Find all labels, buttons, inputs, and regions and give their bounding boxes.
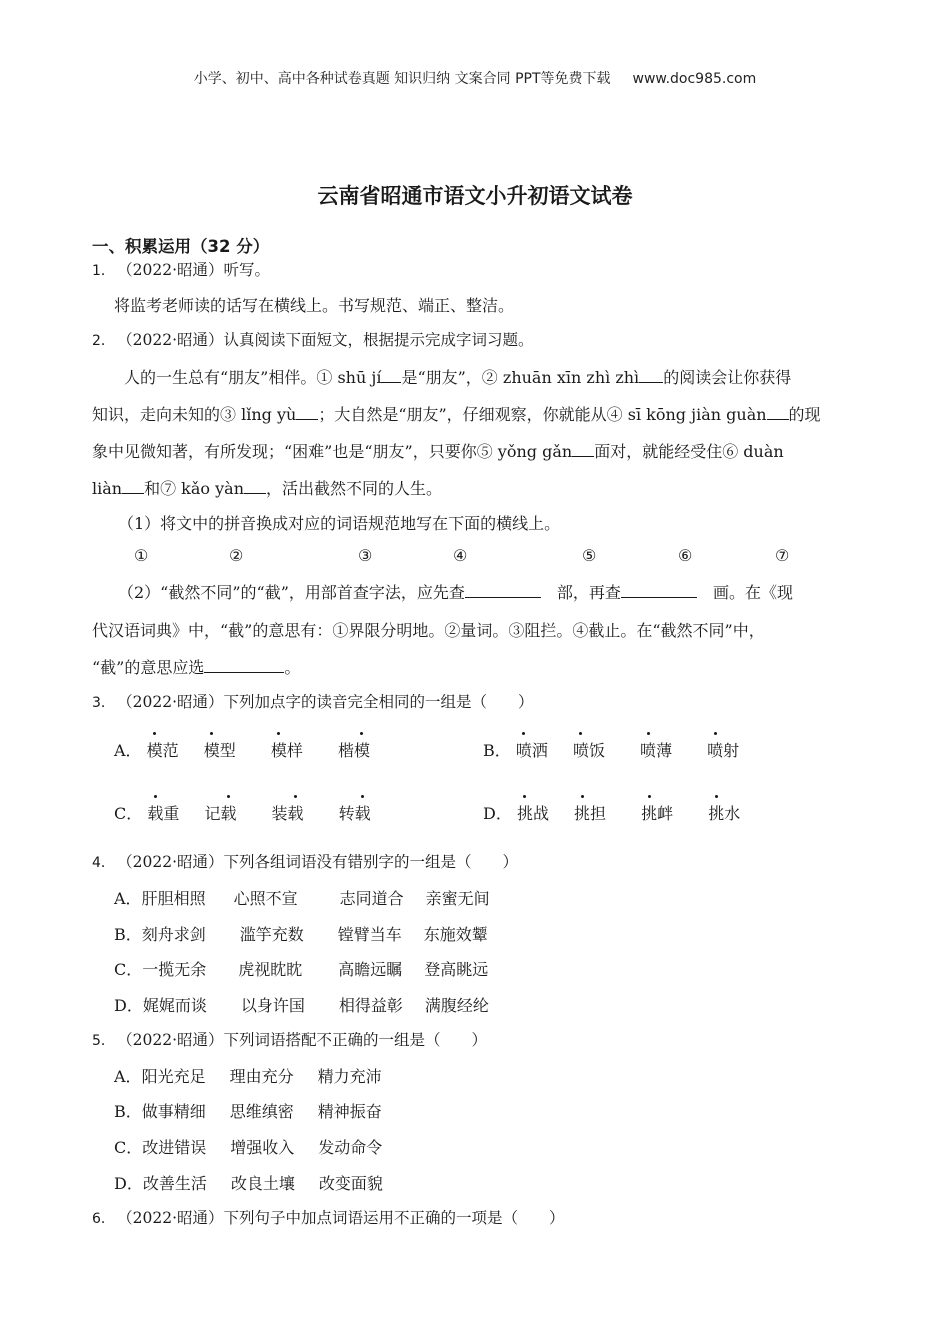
option-a[interactable]	[114, 1064, 382, 1087]
word-char: 薄	[656, 741, 673, 760]
option-c[interactable]	[114, 957, 488, 980]
answer-mark-3: ③	[358, 546, 373, 565]
word-char: 记	[204, 804, 221, 823]
passage-text: 是“朋友”，② zhuān xīn zhì zhì	[401, 368, 640, 387]
passage-line-4	[92, 476, 442, 499]
option-label: C．	[114, 960, 143, 979]
option-label: C．	[114, 804, 143, 823]
dotted-char: 模	[204, 738, 220, 761]
word-char: 洒	[531, 741, 548, 760]
option-b[interactable]	[483, 738, 739, 761]
word-char: 楷	[337, 741, 354, 760]
option-word	[516, 738, 568, 761]
dotted-char: 挑	[708, 801, 724, 824]
option-word: 娓娓而谈	[142, 996, 207, 1015]
option-label: B．	[114, 1102, 142, 1121]
answer-blank-2[interactable]	[639, 368, 663, 383]
sub-question-2-line-3	[92, 655, 300, 678]
option-word	[271, 738, 333, 761]
option-word: 满腹经纶	[424, 996, 489, 1015]
page-header	[0, 68, 950, 88]
answer-mark-5: ⑤	[582, 546, 597, 565]
option-d[interactable]	[114, 993, 489, 1016]
word-char: 装	[271, 804, 288, 823]
option-word: 东施效颦	[423, 925, 488, 944]
sub-question-text: （2）“截然不同”的“截”，用部首查字法，应先查	[118, 583, 465, 602]
option-word	[338, 741, 370, 760]
word-char: 担	[590, 804, 607, 823]
answer-blank-3[interactable]	[296, 405, 318, 420]
passage-text: ，活出截然不同的人生。	[266, 479, 443, 498]
sub-question-text: 部，再查	[556, 583, 621, 602]
option-c[interactable]	[114, 1135, 382, 1158]
passage-line-1	[124, 365, 791, 388]
dotted-char: 喷	[640, 738, 656, 761]
option-word: 理由充分	[229, 1067, 294, 1086]
answer-mark-7: ⑦	[775, 546, 790, 565]
dotted-char: 挑	[641, 801, 657, 824]
option-word	[339, 804, 371, 823]
option-word	[574, 801, 636, 824]
question-6	[92, 1206, 565, 1228]
option-word	[708, 804, 740, 823]
dotted-char: 载	[147, 801, 163, 824]
option-word: 改善生活	[142, 1174, 207, 1193]
option-word: 增强收入	[230, 1138, 295, 1157]
question-3	[92, 690, 534, 712]
dotted-char: 挑	[574, 801, 590, 824]
word-char: 衅	[657, 804, 674, 823]
word-char: 战	[532, 804, 549, 823]
question-stem: （2022·昭通）下列加点字的读音完全相同的一组是（ ）	[124, 693, 534, 711]
answer-blank-6[interactable]	[122, 479, 144, 494]
option-word: 高瞻远瞩	[338, 960, 403, 979]
passage-text: 知识，走向未知的③ lǐng yù	[92, 405, 297, 424]
passage-text: 面对，就能经受住⑥ duàn	[594, 442, 784, 461]
option-label: C．	[114, 1138, 143, 1157]
header-site[interactable]: www.doc985.com	[632, 71, 757, 87]
option-label: A．	[114, 889, 142, 908]
option-word	[517, 801, 569, 824]
sub-question-2-line-2: 代汉语词典》中，“截”的意思有：①界限分明地。②量词。③阻拦。④截止。在“截然不同”中，	[92, 621, 765, 640]
option-a[interactable]	[114, 738, 370, 761]
option-b[interactable]	[114, 922, 488, 945]
passage-text: liàn	[92, 479, 123, 498]
passage-text: 的现	[788, 405, 821, 424]
option-word: 志同道合	[339, 889, 404, 908]
dotted-char: 载	[288, 801, 304, 824]
passage-text: 和⑦ kǎo yàn	[144, 479, 245, 498]
sub-question-text: “截”的意思应选	[92, 658, 205, 677]
sub-question-text: 画。在《现	[712, 583, 793, 602]
passage-line-2	[92, 402, 821, 425]
question-stem: （2022·昭通）认真阅读下面短文，根据提示完成字词习题。	[124, 331, 534, 349]
meaning-blank[interactable]	[204, 658, 284, 673]
option-a[interactable]	[114, 886, 490, 909]
word-char: 样	[286, 741, 303, 760]
dotted-char: 模	[271, 738, 287, 761]
question-5	[92, 1028, 487, 1050]
stroke-blank[interactable]	[621, 583, 697, 598]
option-word: 相得益彰	[338, 996, 403, 1015]
answer-blank-7[interactable]	[244, 479, 266, 494]
option-b[interactable]	[114, 1099, 382, 1122]
option-c[interactable]	[114, 801, 371, 824]
exam-title: 云南省昭通市语文小升初语文试卷	[317, 184, 633, 208]
answer-mark-4: ④	[453, 546, 468, 565]
header-text: 小学、初中、高中各种试卷真题 知识归纳 文案合同 PPT等免费下载	[193, 71, 611, 87]
word-char: 型	[219, 741, 236, 760]
sub-question-1: （1）将文中的拼音换成对应的词语规范地写在下面的横线上。	[118, 514, 561, 533]
section-heading: 一、积累运用（32 分）	[92, 237, 270, 256]
option-word: 改变面貌	[318, 1174, 383, 1193]
answer-mark-2: ②	[229, 546, 244, 565]
sub-question-text: 。	[284, 658, 301, 677]
question-number: 1．	[92, 263, 115, 279]
question-stem: （2022·昭通）听写。	[124, 261, 271, 279]
option-label: D．	[483, 804, 512, 823]
option-word: 肝胆相照	[141, 889, 206, 908]
dotted-char: 挑	[517, 801, 533, 824]
passage-text: 人的一生总有“朋友”相伴。① shū jí	[124, 368, 382, 387]
passage-line-3	[92, 439, 784, 462]
passage-text: 的阅读会让你获得	[663, 368, 792, 387]
question-4	[92, 850, 518, 872]
option-word: 镗臂当车	[337, 925, 402, 944]
option-word: 发动命令	[318, 1138, 383, 1157]
option-label: A．	[114, 741, 142, 760]
dotted-char: 喷	[707, 738, 723, 761]
word-char: 饭	[588, 741, 605, 760]
answer-blank-1[interactable]	[381, 368, 401, 383]
option-word	[641, 801, 703, 824]
radical-blank[interactable]	[465, 583, 541, 598]
option-word: 心照不宣	[233, 889, 298, 908]
option-word: 虎视眈眈	[238, 960, 303, 979]
option-word: 改进错误	[142, 1138, 207, 1157]
dotted-char: 模	[354, 738, 370, 761]
option-word	[640, 738, 702, 761]
dotted-char: 载	[220, 801, 236, 824]
option-word	[707, 741, 739, 760]
question-1-instruction: 将监考老师读的话写在横线上。书写规范、端正、整洁。	[114, 296, 515, 315]
word-char: 重	[163, 804, 180, 823]
question-2	[92, 328, 534, 350]
option-word: 滥竽充数	[239, 925, 304, 944]
answer-mark-1: ①	[134, 546, 149, 565]
dotted-char: 载	[355, 801, 371, 824]
question-number: 5．	[92, 1033, 115, 1049]
option-label: B．	[483, 741, 511, 760]
option-word: 阳光充足	[141, 1067, 206, 1086]
dotted-char: 喷	[573, 738, 589, 761]
option-label: B．	[114, 925, 142, 944]
option-word: 思维缜密	[229, 1102, 294, 1121]
question-number: 4．	[92, 855, 115, 871]
question-stem: （2022·昭通）下列句子中加点词语运用不正确的一项是（ ）	[124, 1209, 565, 1227]
option-word: 一揽无余	[142, 960, 207, 979]
passage-text: ；大自然是“朋友”，仔细观察，你就能从④ sī kōng jiàn guàn	[318, 405, 767, 424]
option-label: D．	[114, 1174, 143, 1193]
question-number: 6．	[92, 1211, 115, 1227]
option-d[interactable]	[114, 1171, 383, 1194]
option-word: 做事精细	[141, 1102, 206, 1121]
answer-mark-6: ⑥	[678, 546, 693, 565]
question-stem: （2022·昭通）下列各组词语没有错别字的一组是（ ）	[124, 853, 519, 871]
word-char: 范	[162, 741, 179, 760]
question-1	[92, 258, 270, 280]
word-char: 水	[724, 804, 741, 823]
dotted-char: 模	[147, 738, 163, 761]
word-char: 射	[723, 741, 740, 760]
word-char: 转	[338, 804, 355, 823]
question-number: 2．	[92, 333, 115, 349]
question-stem: （2022·昭通）下列词语搭配不正确的一组是（ ）	[124, 1031, 488, 1049]
option-word: 亲蜜无间	[425, 889, 490, 908]
question-number: 3．	[92, 695, 115, 711]
option-label: D．	[114, 996, 143, 1015]
option-word: 刻舟求剑	[141, 925, 206, 944]
option-word: 登高眺远	[424, 960, 489, 979]
option-word	[204, 738, 266, 761]
dotted-char: 喷	[516, 738, 532, 761]
option-word	[272, 801, 334, 824]
option-label: A．	[114, 1067, 142, 1086]
passage-text: 象中见微知著，有所发现；“困难”也是“朋友”，只要你⑤ yǒng gǎn	[92, 442, 573, 461]
option-word: 改良土壤	[230, 1174, 295, 1193]
option-word	[147, 801, 199, 824]
option-d[interactable]	[483, 801, 740, 824]
option-word	[147, 738, 199, 761]
answer-blank-4[interactable]	[767, 405, 789, 420]
answer-blank-5[interactable]	[572, 442, 594, 457]
sub-question-2-line-1	[118, 580, 793, 603]
option-word	[204, 801, 266, 824]
option-word	[573, 738, 635, 761]
option-word: 精力充沛	[317, 1067, 382, 1086]
option-word: 精神振奋	[317, 1102, 382, 1121]
option-word: 以身许国	[240, 996, 305, 1015]
